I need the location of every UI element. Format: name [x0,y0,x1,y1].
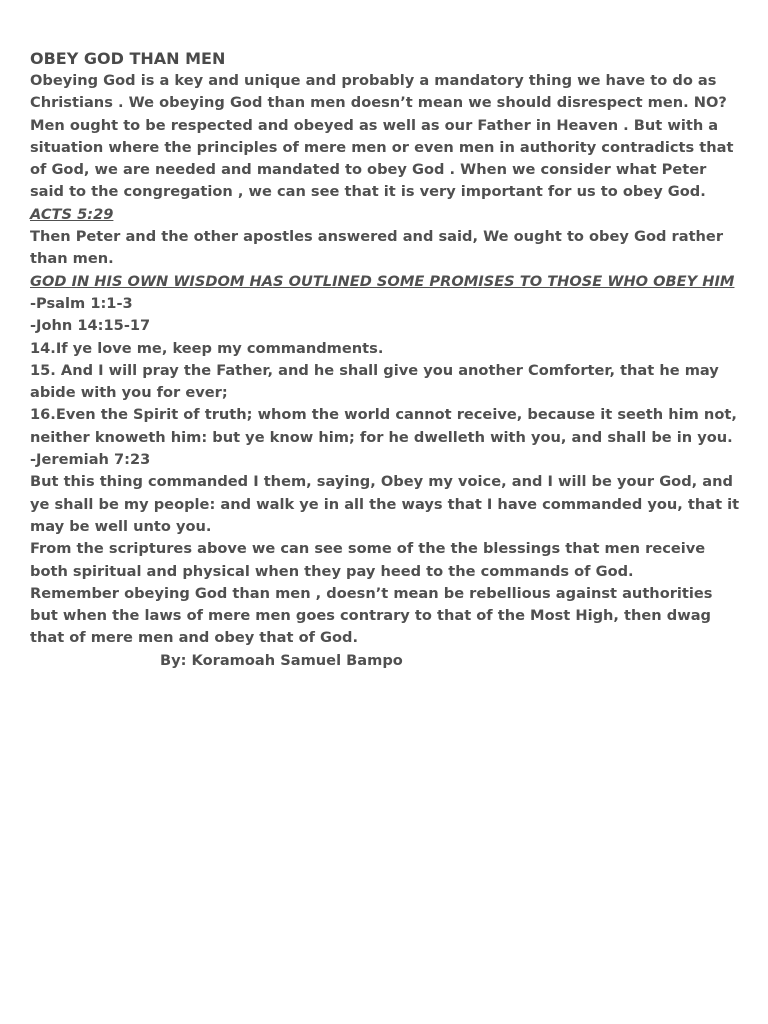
intro-paragraph: Obeying God is a key and unique and probably a mandatory thing we have to do as Christians . We obeying God than men doesn’t mean we should disrespect men. NO? Men ought to be respected and obeyed as well as our Father in Heaven . But with a situation where the principles of mere men or even men in authority contradicts that of God, we are needed and mandated to obey God . When we consider what Peter said to the congregation , we can see that it is very important for us to obey God. [30,72,734,201]
john-verse-16: 16.Even the Spirit of truth; whom the world cannot receive, because it seeth him not, neither knoweth him: but ye know him; for he dwelleth with you, and shall be in you. [30,406,737,446]
john-reference: -John 14:15-17 [30,317,151,335]
acts-text: Then Peter and the other apostles answered and said, We ought to obey God rather than men. [30,228,724,268]
jeremiah-reference: -Jeremiah 7:23 [30,451,151,469]
psalm-reference: -Psalm 1:1-3 [30,294,133,312]
author-signature: By: Koramoah Samuel Bampo [160,651,403,669]
john-verse-15: 15. And I will pray the Father, and he shall give you another Comforter, that he may abide with you for ever; [30,361,719,402]
acts-reference: ACTS 5:29 [30,205,114,223]
john-verse-14: 14.If ye love me, keep my commandments. [30,339,384,357]
document-title: OBEY GOD THAN MEN [30,49,226,68]
remember-paragraph: Remember obeying God than men , doesn’t mean be rebellious against authorities but when the laws of mere men goes contrary to that of the Most High, then dwag that of mere men and obey that of God. [30,584,713,647]
jeremiah-text: But this thing commanded I them, saying, Obey my voice, and I will be your God, and ye shall be my people: and walk ye in all the ways that I have commanded you, that it may be well unto you. [30,473,740,535]
blessings-paragraph: From the scriptures above we can see some of the the blessings that men receive both spiritual and physical when they pay heed to the commands of God. [30,540,706,580]
document-body [30,48,742,672]
promises-heading: GOD IN HIS OWN WISDOM HAS OUTLINED SOME PROMISES TO THOSE WHO OBEY HIM [30,272,735,290]
